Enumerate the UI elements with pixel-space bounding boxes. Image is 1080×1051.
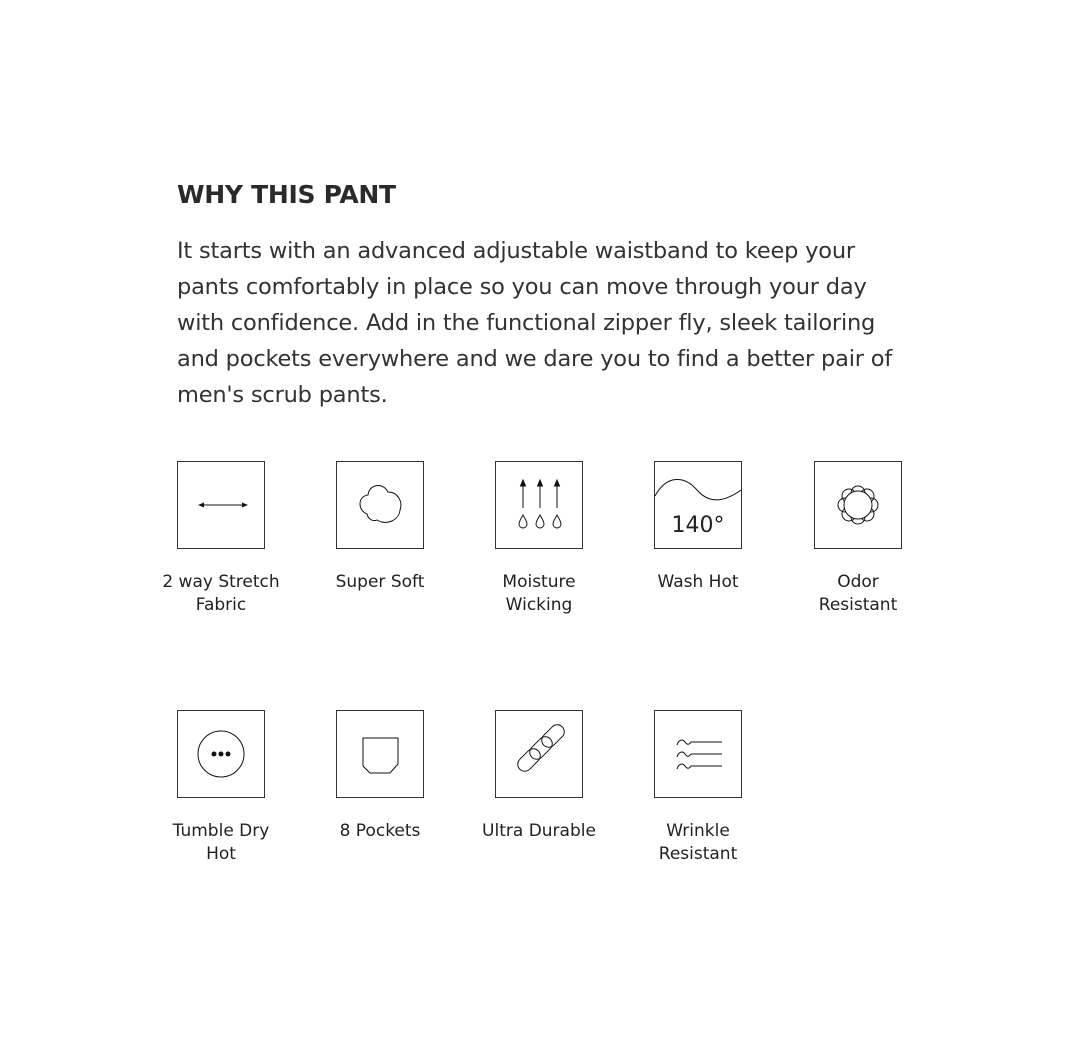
soft-cloud-icon: [336, 461, 424, 549]
feature-label: Wrinkle Resistant: [658, 821, 738, 864]
feature-label: Ultra Durable: [482, 821, 596, 841]
odor-flower-icon: [814, 461, 902, 549]
feature-label: Wash Hot: [657, 572, 739, 592]
wrinkle-lines-icon: [654, 710, 742, 798]
feature-label: 2 way Stretch Fabric: [162, 572, 280, 615]
wash-temperature-icon: [654, 461, 742, 549]
durable-chain-icon: [495, 710, 583, 798]
stretch-arrows-icon: [177, 461, 265, 549]
feature-label: 8 Pockets: [339, 821, 421, 841]
feature-label: Moisture Wicking: [502, 572, 576, 615]
feature-label: Super Soft: [335, 572, 425, 592]
why-this-pant-section: [177, 178, 937, 413]
tumble-dry-icon: [177, 710, 265, 798]
moisture-drops-icon: [495, 461, 583, 549]
feature-label: Tumble Dry Hot: [172, 821, 270, 864]
wash-temperature-text: 140°: [671, 513, 725, 538]
section-title: WHY THIS PANT: [177, 180, 396, 209]
pocket-icon: [336, 710, 424, 798]
section-description: It starts with an advanced adjustable waistband to keep your pants comfortably in place so you can move through your day with confidence. Add in the functional zipper fly, sleek tailoring and pockets everywhere and we dare you to find a better pair of men's scrub pants.: [177, 238, 893, 408]
feature-label: Odor Resistant: [818, 572, 898, 615]
